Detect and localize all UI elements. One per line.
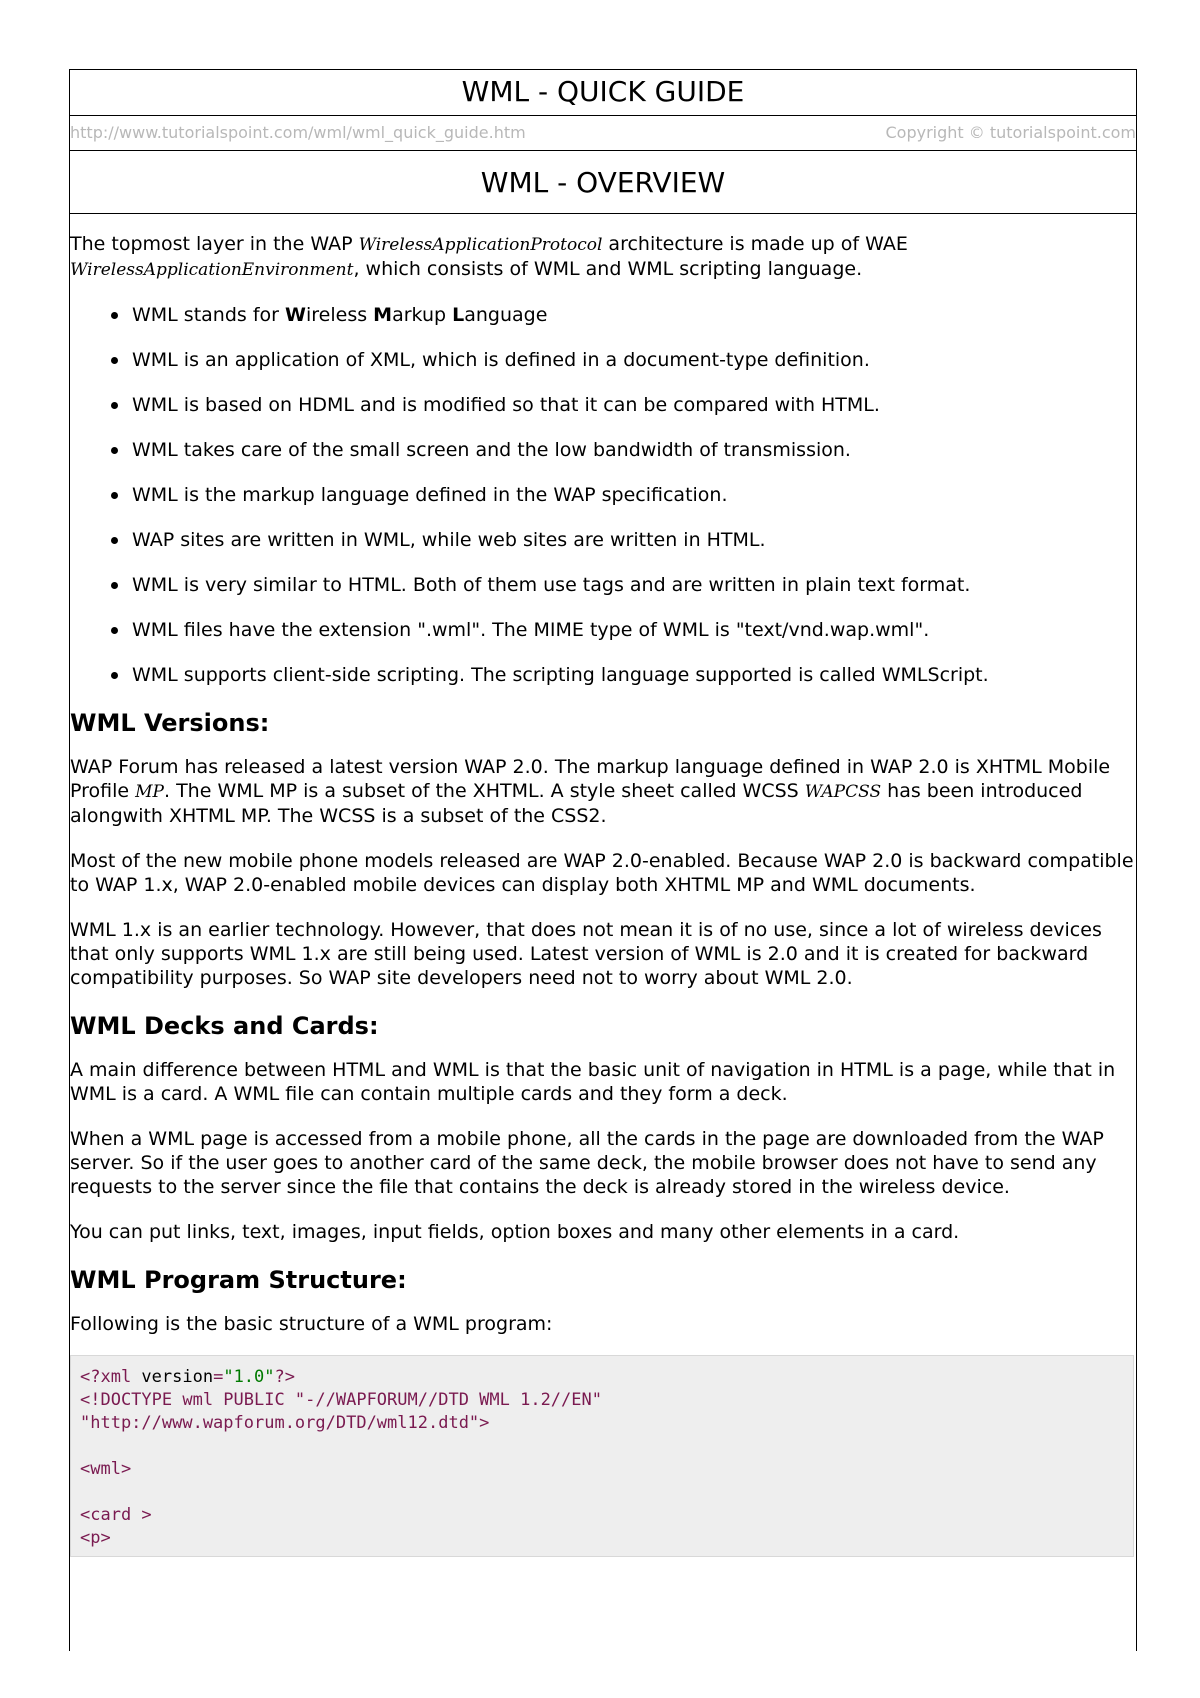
source-row [70, 116, 1136, 151]
versions-paragraph: WML 1.x is an earlier technology. However, that does not mean it is of no use, since a lot of wireless devices that only supports WML 1.x are still being used. Latest version of WML is 2.0 and it is created for backward compatibility purposes. So WAP site developers need not to worry about WML 2.0. [70, 919, 1102, 989]
copyright-notice: Copyright © tutorialspoint.com [885, 123, 1136, 142]
list-item-text: ireless [305, 304, 374, 326]
intro-term-wap: WirelessApplicationProtocol [358, 235, 603, 255]
list-item: WML files have the extension ".wml". The MIME type of WML is "text/vnd.wap.wml". [132, 618, 1136, 642]
code-line: <!DOCTYPE wml PUBLIC "-//WAPFORUM//DTD WML 1.2//EN" [80, 1390, 602, 1410]
decks-paragraph: When a WML page is accessed from a mobile phone, all the cards in the page are downloaded from the WAP server. So if the user goes to another card of the same deck, the mobile browser does not have to send any requests to the server since the file that contains the deck is already stored in the wireless device. [70, 1128, 1104, 1198]
list-item-bold: L [452, 304, 465, 326]
paragraph-text: has been introduced alongwith XHTML MP. The WCSS is a subset of the CSS2. [70, 780, 1083, 827]
code-token: "1.0" [223, 1367, 275, 1387]
document-title: WML - QUICK GUIDE [70, 70, 1136, 116]
list-item [132, 303, 1136, 327]
intro-text: The topmost layer in the WAP [70, 233, 359, 255]
list-item: WML supports client-side scripting. The scripting language supported is called WMLScript. [132, 663, 1136, 687]
paragraph-text: WAP Forum has released a latest version WAP 2.0. The markup language defined in WAP 2.0 is XHTML Mobile Profile [70, 756, 1111, 802]
source-url[interactable]: http://www.tutorialspoint.com/wml/wml_quick_guide.htm [70, 123, 526, 142]
intro-text: , which consists of WML and WML scripting language. [353, 258, 863, 280]
intro-paragraph [70, 232, 1136, 282]
term-wapcss: WAPCSS [804, 782, 882, 802]
list-item: WML is an application of XML, which is defined in a document-type definition. [132, 348, 1136, 372]
intro-term-wae: WirelessApplicationEnvironment [70, 260, 354, 280]
term-mp: MP [135, 782, 164, 802]
paragraph-text: . The WML MP is a subset of the XHTML. A style sheet called WCSS [163, 780, 805, 802]
list-item-bold: M [373, 304, 393, 326]
document-page [69, 69, 1137, 1651]
code-line: <card > [80, 1505, 152, 1525]
versions-paragraph [70, 755, 1136, 828]
code-token: = [213, 1367, 224, 1387]
list-item-text: WML stands for [132, 304, 286, 326]
code-blank-line [80, 1481, 1124, 1504]
list-item: WML is very similar to HTML. Both of them use tags and are written in plain text format. [132, 573, 1136, 597]
section-heading-decks: WML Decks and Cards: [70, 1012, 379, 1040]
structure-paragraph: Following is the basic structure of a WML program: [70, 1313, 553, 1335]
code-block [70, 1355, 1134, 1557]
code-token: <?xml [80, 1367, 142, 1387]
code-line: <p> [80, 1528, 111, 1548]
code-line [80, 1366, 1124, 1389]
code-line: <wml> [80, 1459, 132, 1479]
code-line: "http://www.wapforum.org/DTD/wml12.dtd"> [80, 1413, 490, 1433]
code-blank-line [80, 1435, 1124, 1458]
list-item: WAP sites are written in WML, while web sites are written in HTML. [132, 528, 1136, 552]
code-token: version [141, 1367, 214, 1387]
section-heading-structure: WML Program Structure: [70, 1266, 407, 1294]
list-item: WML takes care of the small screen and the low bandwidth of transmission. [132, 438, 1136, 462]
content-body [70, 214, 1136, 1557]
intro-text: architecture is made up of WAE [602, 233, 908, 255]
overview-bullet-list [70, 303, 1136, 687]
list-item-bold: W [285, 304, 306, 326]
section-heading-overview: WML - OVERVIEW [70, 151, 1136, 214]
list-item: WML is the markup language defined in the WAP specification. [132, 483, 1136, 507]
decks-paragraph: A main difference between HTML and WML is that the basic unit of navigation in HTML is a page, while that in WML is a card. A WML file can contain multiple cards and they form a deck. [70, 1059, 1116, 1105]
code-token: ?> [274, 1367, 295, 1387]
section-heading-versions: WML Versions: [70, 709, 270, 737]
decks-paragraph: You can put links, text, images, input fields, option boxes and many other elements in a card. [70, 1221, 960, 1243]
versions-paragraph: Most of the new mobile phone models released are WAP 2.0-enabled. Because WAP 2.0 is backward compatible to WAP 1.x, WAP 2.0-enabled mobile devices can display both XHTML MP and WML documents. [70, 850, 1134, 896]
list-item-text: anguage [464, 304, 548, 326]
list-item: WML is based on HDML and is modified so that it can be compared with HTML. [132, 393, 1136, 417]
list-item-text: arkup [392, 304, 453, 326]
